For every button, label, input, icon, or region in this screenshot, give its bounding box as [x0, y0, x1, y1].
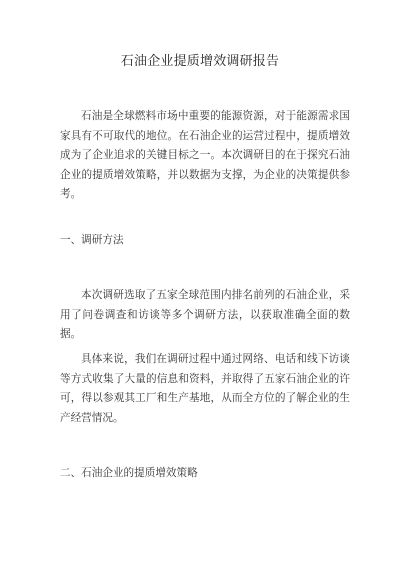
- document-title: 石油企业提质增效调研报告: [120, 54, 280, 69]
- section-heading-research-method: 一、调研方法: [60, 234, 124, 246]
- section-heading-strategy: 二、石油企业的提质增效策略: [60, 467, 198, 479]
- method-paragraph: 本次调研选取了五家全球范围内排名前列的石油企业，采用了问卷调查和访谈等多个调研方法，以获取准确全面的数据。: [60, 289, 350, 340]
- intro-paragraph: 石油是全球燃料市场中重要的能源资源，对于能源需求国家具有不可取代的地位。在石油企业的运营过程中，提质增效成为了企业追求的关键目标之一。本次调研目的在于探究石油企业的提质增效策略，并以数据为支撑，为企业的决策提供参考。: [60, 110, 350, 200]
- method-detail-paragraph: 具体来说，我们在调研过程中通过网络、电话和线下访谈等方式收集了大量的信息和资料，并取得了五家石油企业的许可，得以参观其工厂和生产基地，从而全方位的了解企业的生产经营情况。: [60, 353, 350, 424]
